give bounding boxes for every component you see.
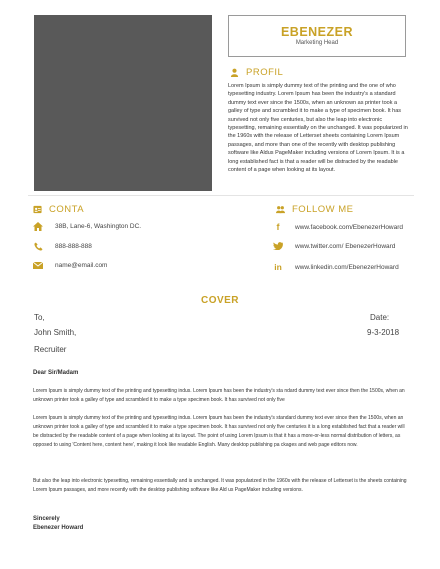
facebook-icon: f — [276, 222, 280, 232]
recipient-name: John Smith, — [34, 328, 77, 337]
profile-photo — [34, 15, 212, 191]
contact-address — [31, 222, 141, 231]
profil-text: Lorem Ipsum is simply dummy text of the printing and the one of who typesetting industry. Lorem Ipsum has been the industry's a standard dummy text ever since the 1500s, when an unknown as printer took a galley of type and scrambled it to make a type of specimen book. It has survived not only five centuries, but also the leap into electronic typesetting, remaining essentially on the unchanged. It was popularized in the 1960s with the release of Letterset sheets containing Lorem Ipsum passages, and more than one of the recently with desktop publishing software like Aldus PageMaker including versions of Lorem Ipsum. It is a long established fact is that a reader will be distracted by the readable content of a page when looking at its layout. — [228, 83, 408, 174]
profil-heading-label: PROFIL — [246, 67, 284, 78]
phone-icon — [31, 242, 45, 251]
recipient-role: Recruiter — [34, 345, 67, 354]
paragraph-2: Lorem Ipsum is simply dummy text of the printing and typesetting indus. Lorem Ipsum has been the industry's standard dummy text ever since then the 1500s, when an unknown printer took a galley of type and scrambled it to make a type specimen book. It has survived not only five centuries it is a long established fact that a reader will be distracted by the readable content of a page when looking at its layout. The point of using Lorem Ipsum is that it has a more-or-less normal distribution of letters, as opposed to using 'Content here, content here', making it look like readable English. Many desktop publishing pa ckages and web page editors now. — [33, 415, 405, 448]
people-icon — [276, 205, 285, 214]
cover-title: COVER — [200, 295, 240, 306]
paragraph-3: But also the leap into electronic typesetting, remaining essentially and is unchanged. It was popularized in the 1960s with the release of Letterset is the sheets containing Lorem Ipsum passages, and more recently with the desktop publishing software like Ald us PageMaker including versions. — [33, 478, 407, 493]
contact-phone — [31, 242, 92, 251]
signature-name: Ebenezer Howard — [33, 525, 84, 531]
envelope-icon — [31, 262, 45, 269]
twitter-url[interactable]: www.twitter.com/ EbenezerHoward — [295, 242, 396, 250]
section-divider — [28, 195, 414, 196]
twitter-link[interactable] — [271, 242, 395, 250]
job-title: Marketing Head — [295, 40, 339, 46]
person-icon — [230, 68, 239, 77]
full-name: EBENEZER — [280, 25, 354, 39]
phone-text: 888-888-888 — [55, 243, 92, 250]
profil-heading — [230, 67, 283, 78]
follow-heading-label: FOLLOW ME — [292, 204, 354, 215]
linkedin-icon: in — [274, 262, 282, 272]
name-box — [228, 15, 406, 57]
closing: Sincerely — [33, 516, 60, 522]
to-label: To, — [34, 313, 45, 322]
twitter-icon — [271, 242, 285, 250]
follow-heading — [276, 204, 354, 215]
contact-card-icon — [33, 205, 42, 214]
paragraph-1: Lorem Ipsum is simply dummy text of the printing and typesetting indus. Lorem Ipsum has been the industry's sta ndard dummy text ever since then the 1500s, when an unknown printer took a galley of type and scrambled it to make a type specimen book. It has survived not only five — [33, 388, 405, 403]
contact-heading-label: CONTA — [49, 204, 85, 215]
linkedin-url[interactable]: www.linkedin.com/EbenezerHoward — [295, 263, 399, 271]
linkedin-link[interactable] — [271, 262, 399, 272]
greeting: Dear Sir/Madam — [33, 370, 79, 376]
facebook-link[interactable] — [271, 222, 403, 232]
address-text: 38B, Lane-6, Washington DC. — [55, 223, 142, 230]
facebook-url[interactable]: www.facebook.com/EbenezerHoward — [295, 223, 404, 231]
date-value: 9-3-2018 — [367, 328, 400, 337]
date-label: Date: — [370, 313, 390, 322]
email-text[interactable]: name@email.com — [55, 262, 108, 269]
contact-email — [31, 262, 107, 269]
contact-heading — [33, 204, 84, 215]
home-icon — [31, 222, 45, 231]
